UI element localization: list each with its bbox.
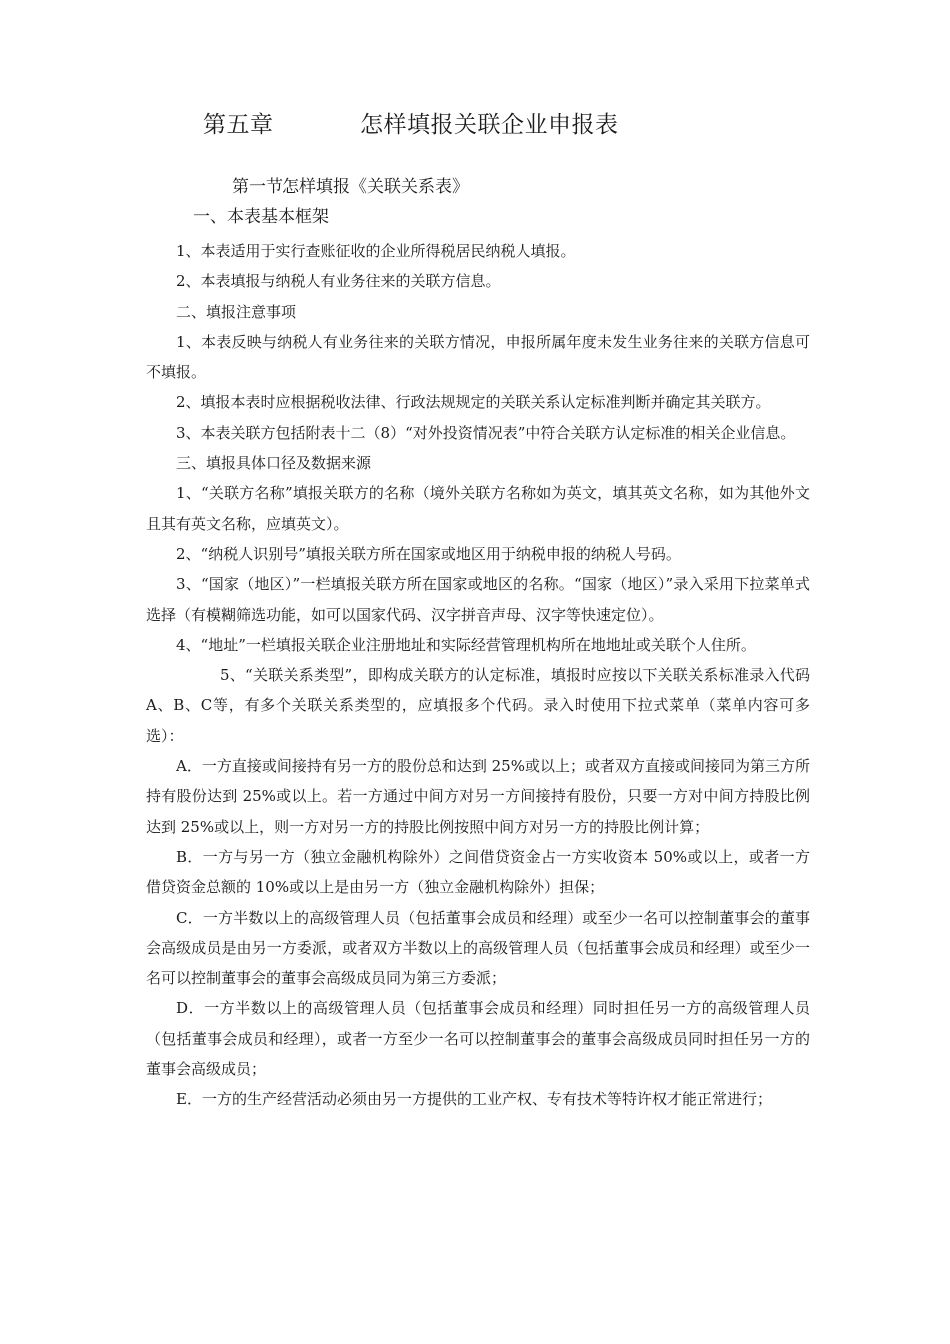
chapter-title	[203, 108, 619, 142]
chapter-heading: 怎样填报关联企业申报表	[360, 112, 619, 138]
paragraph: 2、本表填报与纳税人有业务往来的关联方信息。	[176, 272, 501, 291]
subheading-notes: 二、填报注意事项	[176, 302, 297, 321]
paragraph-option-c: C．一方半数以上的高级管理人员（包括董事会成员和经理）或至少一名可以控制董事会的董事会高级成员是由另一方委派，或者双方半数以上的高级管理人员（包括董事会成员和经理）或至少一名可以控制董事会的董事会高级成员同为第三方委派；	[146, 908, 810, 988]
subheading-basic-framework: 一、本表基本框架	[193, 207, 329, 227]
section-heading: 怎样填报《关联关系表》	[282, 177, 469, 197]
paragraph-option-d: D．一方半数以上的高级管理人员（包括董事会成员和经理）同时担任另一方的高级管理人员（包括董事会成员和经理），或者一方至少一名可以控制董事会的董事会高级成员同时担任另一方的董事会高级成员；	[146, 999, 810, 1079]
paragraph: 1、本表适用于实行查账征收的企业所得税居民纳税人填报。	[176, 242, 576, 260]
subheading-data-sources: 三、填报具体口径及数据来源	[176, 454, 372, 473]
document-body	[146, 236, 810, 1115]
paragraph: 3、“国家（地区）”一栏填报关联方所在国家或地区的名称。“国家（地区）”录入采用下拉菜单式选择（有模糊筛选功能，如可以国家代码、汉字拼音声母、汉字等快速定位）。	[146, 575, 810, 624]
section-title	[232, 174, 469, 200]
chapter-number: 第五章	[203, 112, 274, 138]
section-number: 第一节	[232, 177, 283, 197]
paragraph: 3、本表关联方包括附表十二（8）“对外投资情况表”中符合关联方认定标准的相关企业信息。	[176, 423, 796, 442]
paragraph: 4、“地址”一栏填报关联企业注册地址和实际经营管理机构所在地地址或关联个人住所。	[176, 635, 756, 654]
paragraph: 1、“关联方名称”填报关联方的名称（境外关联方名称如为英文，填其英文名称，如为其他外文且其有英文名称，应填英文）。	[146, 484, 810, 533]
paragraph: 5、“关联关系类型”，即构成关联方的认定标准，填报时应按以下关联关系标准录入代码A、B、C等，有多个关联关系类型的，应填报多个代码。录入时使用下拉式菜单（菜单内容可多选）：	[146, 666, 810, 745]
paragraph-option-e: E．一方的生产经营活动必须由另一方提供的工业产权、专有技术等特许权才能正常进行；	[176, 1090, 772, 1109]
paragraph: 2、“纳税人识别号”填报关联方所在国家或地区用于纳税申报的纳税人号码。	[176, 544, 681, 563]
paragraph: 1、本表反映与纳税人有业务往来的关联方情况，申报所属年度未发生业务往来的关联方信息可不填报。	[146, 332, 810, 382]
paragraph: 2、填报本表时应根据税收法律、行政法规规定的关联关系认定标准判断并确定其关联方。	[176, 393, 771, 412]
paragraph-option-a: A．一方直接或间接持有另一方的股份总和达到 25%或以上；或者双方直接或间接同为第三方所持有股份达到 25%或以上。若一方通过中间方对另一方间接持有股份，只要一方对中间方持股比例达到 25%或以上，则一方对另一方的持股比例按照中间方对另一方的持股比例计算；	[146, 757, 810, 836]
paragraph-option-b: B．一方与另一方（独立金融机构除外）之间借贷资金占一方实收资本 50%或以上，或者一方借贷资金总额的 10%或以上是由另一方（独立金融机构除外）担保；	[146, 847, 810, 897]
